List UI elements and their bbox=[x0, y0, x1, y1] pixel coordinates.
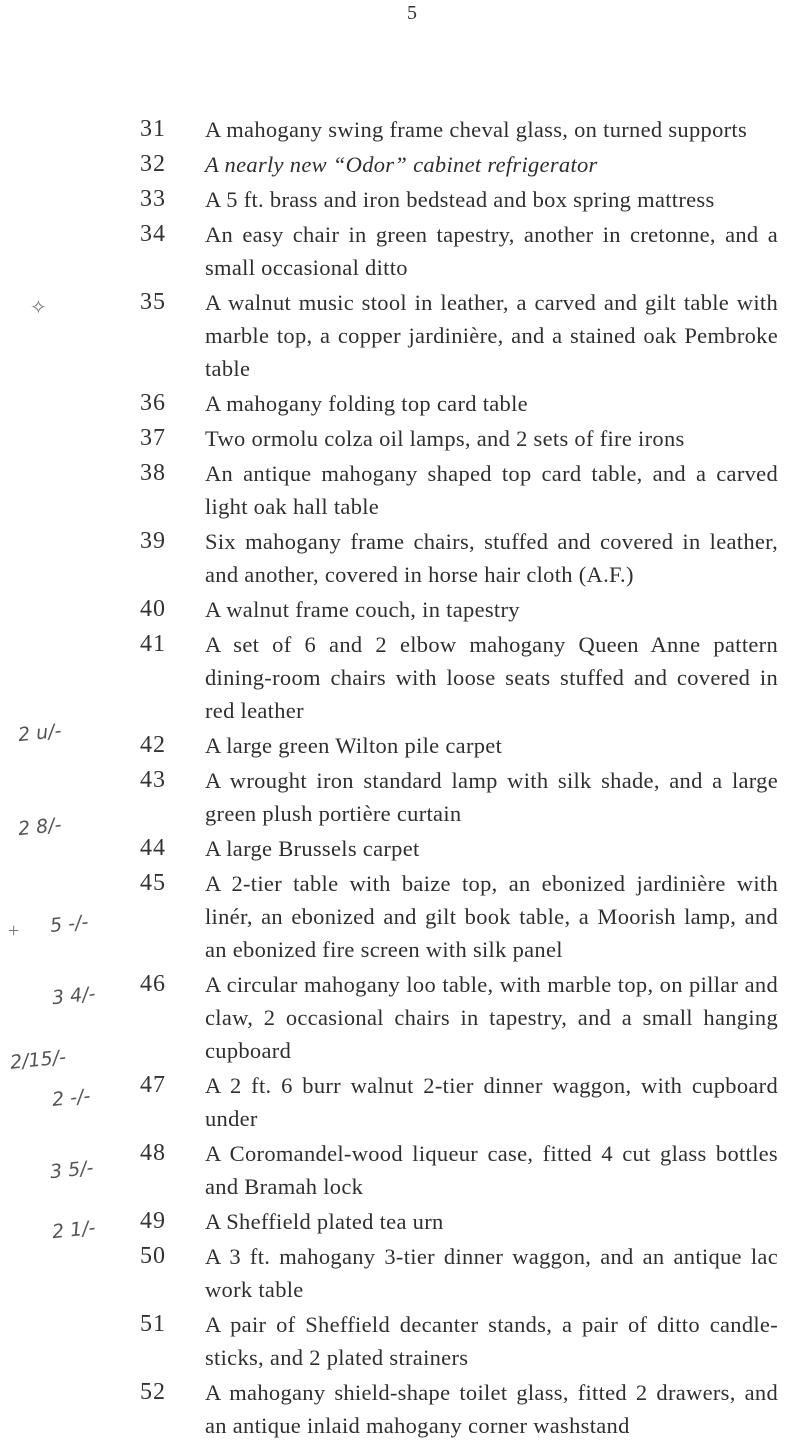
lot-description: A Sheffield plated tea urn bbox=[205, 1209, 444, 1234]
lot-entry bbox=[0, 1205, 800, 1238]
lot-entry bbox=[0, 525, 800, 591]
lot-description: A mahogany shield-shape toilet glass, fitted 2 drawers, and an antique inlaid mahogany corner washstand bbox=[205, 1380, 778, 1438]
lot-description: A circular mahogany loo table, with marble top, on pillar and claw, 2 occasional chairs in tapestry, and a small hanging cupboard bbox=[205, 972, 778, 1063]
lot-number: 33 bbox=[140, 186, 166, 212]
lot-description: Two ormolu colza oil lamps, and 2 sets of fire irons bbox=[205, 426, 685, 451]
lot-entry bbox=[0, 286, 800, 385]
lot-entry bbox=[0, 113, 800, 146]
lot-description: A 2 ft. 6 burr walnut 2-tier dinner waggon, with cupboard under bbox=[205, 1073, 778, 1131]
margin-mark: ✧ bbox=[30, 297, 47, 319]
lot-number: 45 bbox=[140, 870, 166, 896]
margin-annotation-49: 2/15/- bbox=[9, 1046, 67, 1074]
lot-entry bbox=[0, 422, 800, 455]
margin-mark: + bbox=[8, 920, 20, 942]
lot-description: A 3 ft. mahogany 3-tier dinner waggon, and an antique lac work table bbox=[205, 1244, 778, 1302]
lot-description: A wrought iron standard lamp with silk shade, and a large green plush portière curtain bbox=[205, 768, 778, 826]
lot-description: A set of 6 and 2 elbow mahogany Queen Anne pattern dining-room chairs with loose seats stuffed and covered in red leather bbox=[205, 632, 778, 723]
lot-list bbox=[0, 113, 800, 1444]
lot-entry bbox=[0, 183, 800, 216]
margin-annotation-47: 5 -/- bbox=[48, 911, 90, 937]
lot-entry bbox=[0, 1376, 800, 1442]
lot-entry bbox=[0, 968, 800, 1067]
lot-number: 40 bbox=[140, 596, 166, 622]
lot-description: A large green Wilton pile carpet bbox=[205, 733, 503, 758]
lot-entry bbox=[0, 218, 800, 284]
page-number: 5 bbox=[407, 2, 417, 24]
lot-number: 48 bbox=[140, 1140, 166, 1166]
lot-description: A mahogany folding top card table bbox=[205, 391, 528, 416]
lot-entry bbox=[0, 764, 800, 830]
lot-description: A 5 ft. brass and iron bedstead and box spring mattress bbox=[205, 187, 715, 212]
lot-entry bbox=[0, 832, 800, 865]
lot-description: A walnut music stool in leather, a carved and gilt table with marble top, a copper jardinière, and a stained oak Pembroke table bbox=[205, 290, 778, 381]
lot-entry bbox=[0, 1069, 800, 1135]
lot-number: 43 bbox=[140, 767, 166, 793]
lot-entry bbox=[0, 628, 800, 727]
lot-number: 38 bbox=[140, 460, 166, 486]
lot-description: A large Brussels carpet bbox=[205, 836, 420, 861]
lot-entry bbox=[0, 148, 800, 181]
lot-entry bbox=[0, 387, 800, 420]
lot-entry bbox=[0, 1308, 800, 1374]
lot-description: A mahogany swing frame cheval glass, on turned supports bbox=[205, 117, 748, 142]
lot-description: A pair of Sheffield decanter stands, a pair of ditto candle-sticks, and 2 plated strainers bbox=[205, 1312, 778, 1370]
lot-description: A 2-tier table with baize top, an ebonized jardinière with linér, an ebonized and gilt book table, a Moorish lamp, and an ebonized fire screen with silk panel bbox=[205, 871, 778, 962]
lot-entry bbox=[0, 1137, 800, 1203]
lot-number: 44 bbox=[140, 835, 166, 861]
lot-number: 41 bbox=[140, 631, 166, 657]
lot-number: 34 bbox=[140, 221, 166, 247]
lot-number: 36 bbox=[140, 390, 166, 416]
margin-annotation-51: 3 5/- bbox=[48, 1156, 95, 1184]
lot-description: An easy chair in green tapestry, another in cretonne, and a small occasional ditto bbox=[205, 222, 778, 280]
margin-annotation-46: 2 8/- bbox=[16, 813, 63, 841]
lot-number: 35 bbox=[140, 289, 166, 315]
lot-entry bbox=[0, 593, 800, 626]
lot-description: Six mahogany frame chairs, stuffed and covered in leather, and another, covered in horse hair cloth (A.F.) bbox=[205, 529, 778, 587]
margin-annotation-48: 3 4/- bbox=[50, 982, 97, 1010]
lot-description: An antique mahogany shaped top card table, and a carved light oak hall table bbox=[205, 461, 778, 519]
lot-number: 46 bbox=[140, 971, 166, 997]
lot-number: 51 bbox=[140, 1311, 166, 1337]
lot-number: 42 bbox=[140, 732, 166, 758]
lot-number: 39 bbox=[140, 528, 166, 554]
lot-number: 31 bbox=[140, 116, 166, 142]
lot-number: 49 bbox=[140, 1208, 166, 1234]
lot-number: 50 bbox=[140, 1243, 166, 1269]
lot-number: 32 bbox=[140, 151, 166, 177]
lot-description: A walnut frame couch, in tapestry bbox=[205, 597, 520, 622]
margin-annotation-52: 2 1/- bbox=[50, 1216, 97, 1244]
lot-entry bbox=[0, 1240, 800, 1306]
margin-annotation-50: 2 -/- bbox=[50, 1085, 92, 1111]
lot-entry bbox=[0, 457, 800, 523]
lot-description: A nearly new “Odor” cabinet refrigerator bbox=[205, 152, 598, 177]
lot-number: 37 bbox=[140, 425, 166, 451]
lot-number: 52 bbox=[140, 1379, 166, 1405]
lot-entry bbox=[0, 729, 800, 762]
lot-description: A Coromandel-wood liqueur case, fitted 4 cut glass bottles and Bramah lock bbox=[205, 1141, 778, 1199]
lot-number: 47 bbox=[140, 1072, 166, 1098]
margin-annotation-45: 2 u/- bbox=[16, 719, 63, 747]
lot-entry bbox=[0, 867, 800, 966]
